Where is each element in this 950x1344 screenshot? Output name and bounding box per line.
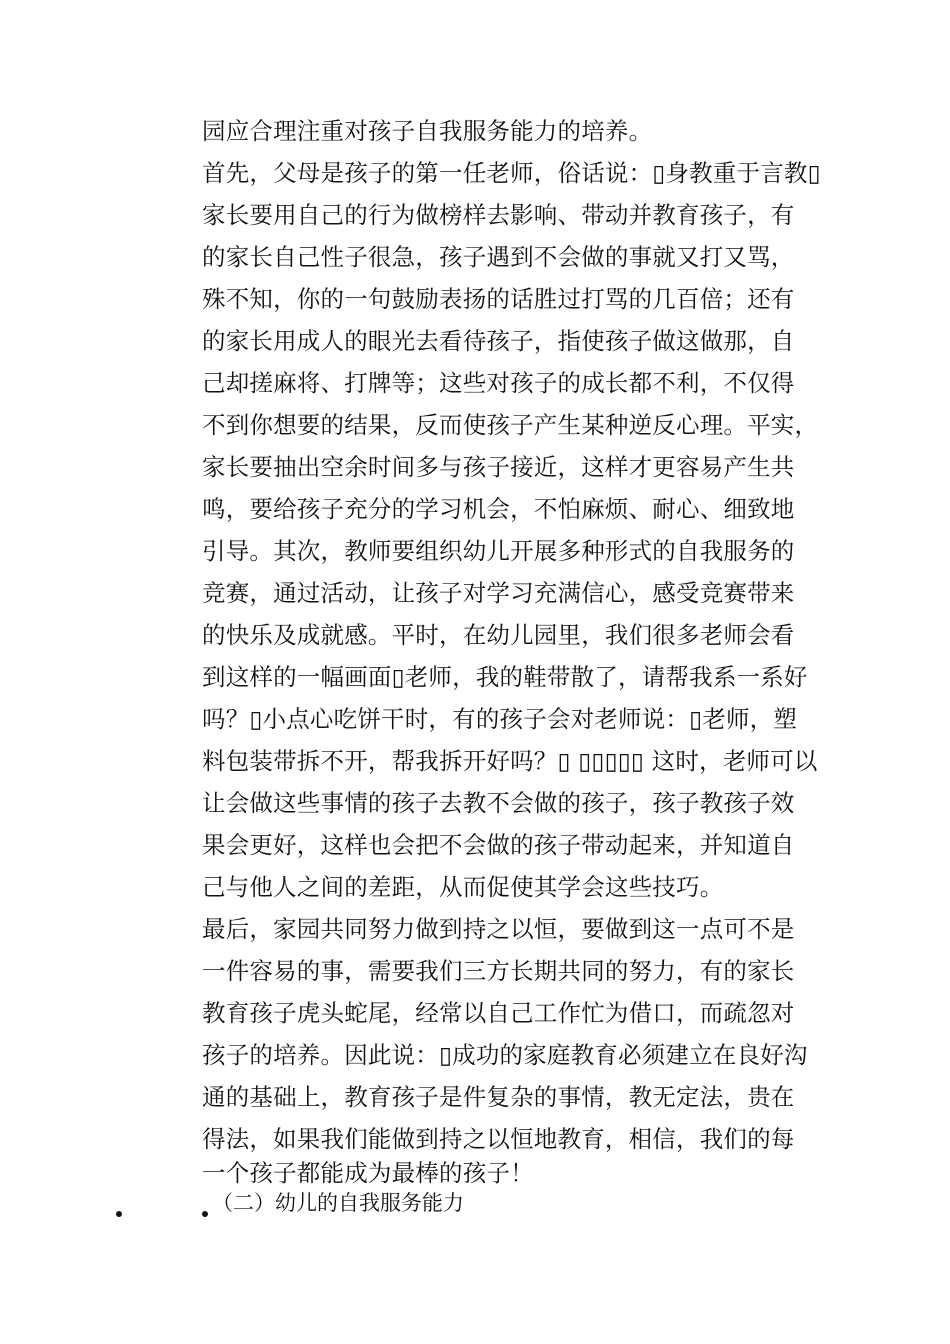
text-line: 得法，如果我们能做到持之以恒地教育，相信，我们的每 (202, 1125, 795, 1153)
text-line: 一个孩子都能成为最棒的孩子！ (202, 1159, 534, 1187)
text-line: 料包装带拆不开，帮我拆开好吗？▯ ▯▯▯▯▯ 这时，老师可以 (202, 747, 818, 775)
text-line: 果会更好，这样也会把不会做的孩子带动起来，并知道自 (202, 831, 795, 859)
text-line: 引导。其次，教师要组织幼儿开展多种形式的自我服务的 (202, 537, 795, 565)
text-line: 竞赛，通过活动，让孩子对学习充满信心，感受竞赛带来 (202, 579, 795, 607)
text-line: 到这样的一幅画面▯老师，我的鞋带散了，请帮我系一系好 (202, 663, 808, 691)
text-line: 的家长自己性子很急，孩子遇到不会做的事就又打又骂， (202, 243, 795, 271)
bullet-dot-icon (202, 1211, 208, 1217)
section-heading: （二）幼儿的自我服务能力 (212, 1191, 464, 1215)
text-line: 殊不知，你的一句鼓励表扬的话胜过打骂的几百倍；还有 (202, 285, 795, 313)
text-line: 己与他人之间的差距，从而促使其学会这些技巧。 (202, 873, 724, 901)
text-line: 最后，家园共同努力做到持之以恒，要做到这一点可不是 (202, 915, 795, 943)
text-line: 园应合理注重对孩子自我服务能力的培养。 (202, 117, 653, 145)
text-line: 家长要用自己的行为做榜样去影响、带动并教育孩子，有 (202, 201, 795, 229)
text-line: 一件容易的事，需要我们三方长期共同的努力，有的家长 (202, 957, 795, 985)
text-line: 己却搓麻将、打牌等；这些对孩子的成长都不利，不仅得 (202, 369, 795, 397)
text-line: 孩子的培养。因此说：▯成功的家庭教育必须建立在良好沟 (202, 1041, 808, 1069)
text-line: 让会做这些事情的孩子去教不会做的孩子，孩子教孩子效 (202, 789, 795, 817)
bullet-dot-icon (116, 1211, 122, 1217)
text-line: 不到你想要的结果，反而使孩子产生某种逆反心理。平实， (202, 411, 819, 439)
text-line: 家长要抽出空余时间多与孩子接近，这样才更容易产生共 (202, 453, 795, 481)
text-line: 的快乐及成就感。平时，在幼儿园里，我们很多老师会看 (202, 621, 795, 649)
text-line: 首先，父母是孩子的第一任老师，俗话说：▯身教重于言教▯ (202, 159, 821, 187)
text-line: 的家长用成人的眼光去看待孩子，指使孩子做这做那，自 (202, 327, 795, 355)
text-line: 鸣，要给孩子充分的学习机会，不怕麻烦、耐心、细致地 (202, 495, 795, 523)
text-line: 通的基础上，教育孩子是件复杂的事情，教无定法，贵在 (202, 1083, 795, 1111)
text-line: 教育孩子虎头蛇尾，经常以自己工作忙为借口，而疏忽对 (202, 999, 795, 1027)
text-line: 吗？▯小点心吃饼干时，有的孩子会对老师说：▯老师，塑 (202, 705, 798, 733)
